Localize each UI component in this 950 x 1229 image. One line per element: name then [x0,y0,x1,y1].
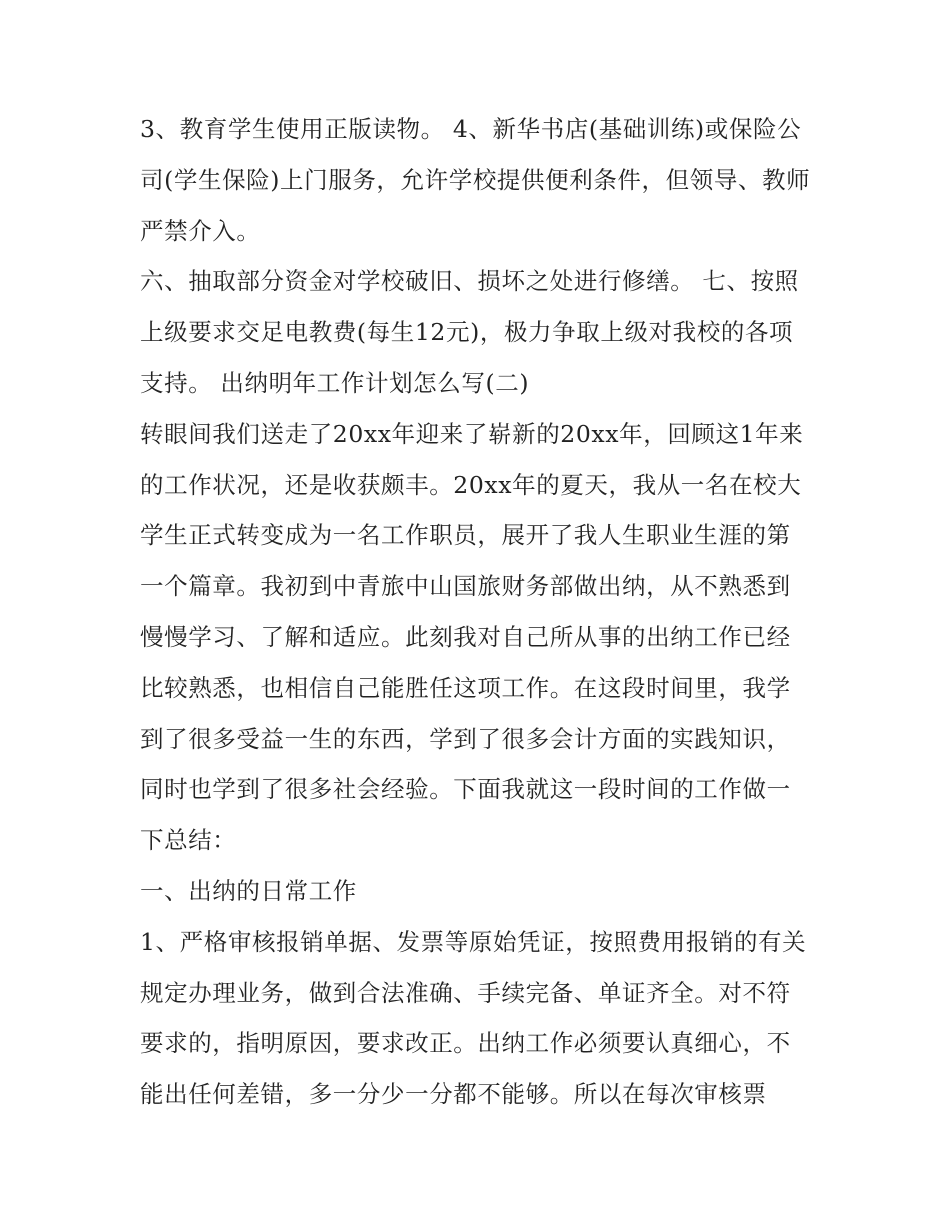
paragraph-reading-materials: 3、教育学生使用正版读物。 4、新华书店(基础训练)或保险公司(学生保险)上门服务，允许学校提供便利条件，但领导、教师严禁介入。 [140,115,811,245]
paragraph-repairs-and-fees: 六、抽取部分资金对学校破旧、损坏之处进行修缮。 七、按照上级要求交足电教费(每生12元)，极力争取上级对我校的各项支持。 出纳明年工作计划怎么写(二) [140,267,799,397]
document-body [140,104,812,1120]
paragraph-year-review: 转眼间我们送走了20xx年迎来了崭新的20xx年，回顾这1年来的工作状况，还是收获颇丰。20xx年的夏天，我从一名在校大学生正式转变成为一名工作职员，展开了我人生职业生涯的第一个篇章。我初到中青旅中山国旅财务部做出纳，从不熟悉到慢慢学习、了解和适应。此刻我对自己所从事的出纳工作已经比较熟悉，也相信自己能胜任这项工作。在这段时间里，我学到了很多受益一生的东西，学到了很多会计方面的实践知识，同时也学到了很多社会经验。下面我就这一段时间的工作做一下总结： [140,419,804,855]
section-heading-daily-work: 一、出纳的日常工作 [140,876,357,905]
paragraph-audit-vouchers: 1、严格审核报销单据、发票等原始凭证，按照费用报销的有关规定办理业务，做到合法准确、手续完备、单证齐全。对不符要求的，指明原因，要求改正。出纳工作必须要认真细心，不能出任何差错，多一分少一分都不能够。所以在每次审核票 [140,927,807,1109]
